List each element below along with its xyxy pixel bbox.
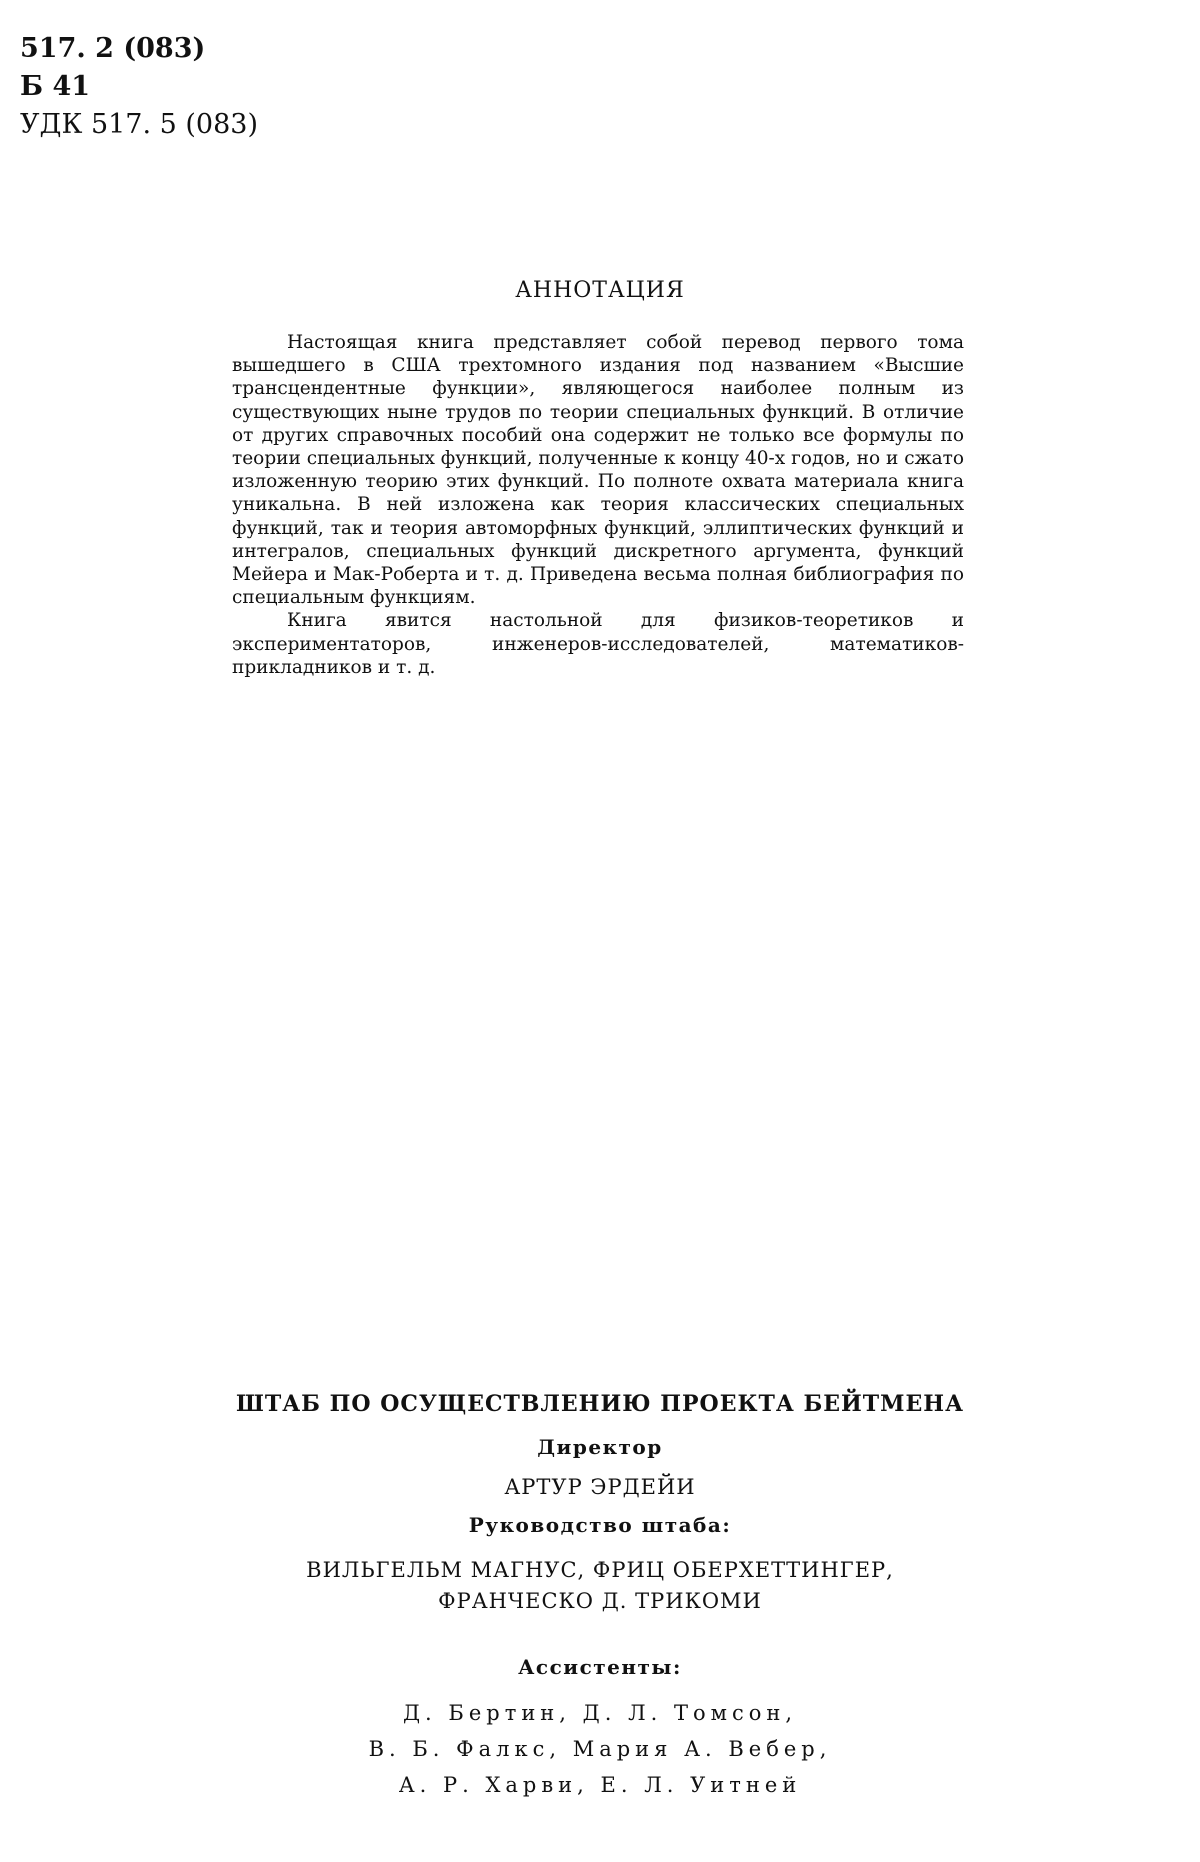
udc-classification (20, 30, 258, 144)
udc-code-secondary: УДК 517. 5 (083) (20, 109, 259, 140)
annotation-title: АННОТАЦИЯ (515, 278, 685, 303)
leadership-label: Руководство штаба: (468, 1513, 732, 1537)
leadership-names-line: ВИЛЬГЕЛЬМ МАГНУС, ФРИЦ ОБЕРХЕТТИНГЕР, (306, 1558, 894, 1582)
assistants-label: Ассистенты: (518, 1655, 682, 1679)
annotation-text (232, 331, 964, 679)
assistants-names-line: Д. Бертин, Д. Л. Томсон, (402, 1701, 798, 1725)
leadership-names-line: ФРАНЧЕСКО Д. ТРИКОМИ (438, 1589, 762, 1613)
project-staff (0, 1391, 1200, 1803)
udc-code-primary: 517. 2 (083) (20, 33, 206, 64)
leadership-names (0, 1555, 1200, 1617)
assistants-names-line: А. Р. Харви, Е. Л. Уитней (398, 1773, 802, 1797)
assistants-names-line: В. Б. Фалкс, Мария А. Вебер, (368, 1737, 832, 1761)
assistants-names (0, 1695, 1200, 1803)
annotation-paragraph: Книга явится настольной для физиков-теоретиков и экспериментаторов, инженеров-исследователей, математиков-прикладников и т. д. (232, 610, 964, 678)
director-name: АРТУР ЭРДЕЙИ (504, 1475, 696, 1499)
staff-organization-title: ШТАБ ПО ОСУЩЕСТВЛЕНИЮ ПРОЕКТА БЕЙТМЕНА (236, 1391, 964, 1417)
udc-author-mark: Б 41 (20, 71, 91, 102)
annotation-paragraph: Настоящая книга представляет собой перевод первого тома вышедшего в США трехтомного издания под названием «Высшие трансцендентные функции», являющегося наиболее полным из существующих ныне трудов по теории специальных функций. В отличие от других справочных пособий она содержит не только все формулы по теории специальных функций, полученные к концу 40-х годов, но и сжато изложенную теорию этих функций. По полноте охвата материала книга уникальна. В ней изложена как теория классических специальных функций, так и теория автоморфных функций, эллиптических функций и интегралов, специальных функций дискретного аргумента, функций Мейера и Мак-Роберта и т. д. Приведена весьма полная библиография по специальным функциям. (232, 332, 964, 609)
director-label: Директор (537, 1435, 663, 1459)
